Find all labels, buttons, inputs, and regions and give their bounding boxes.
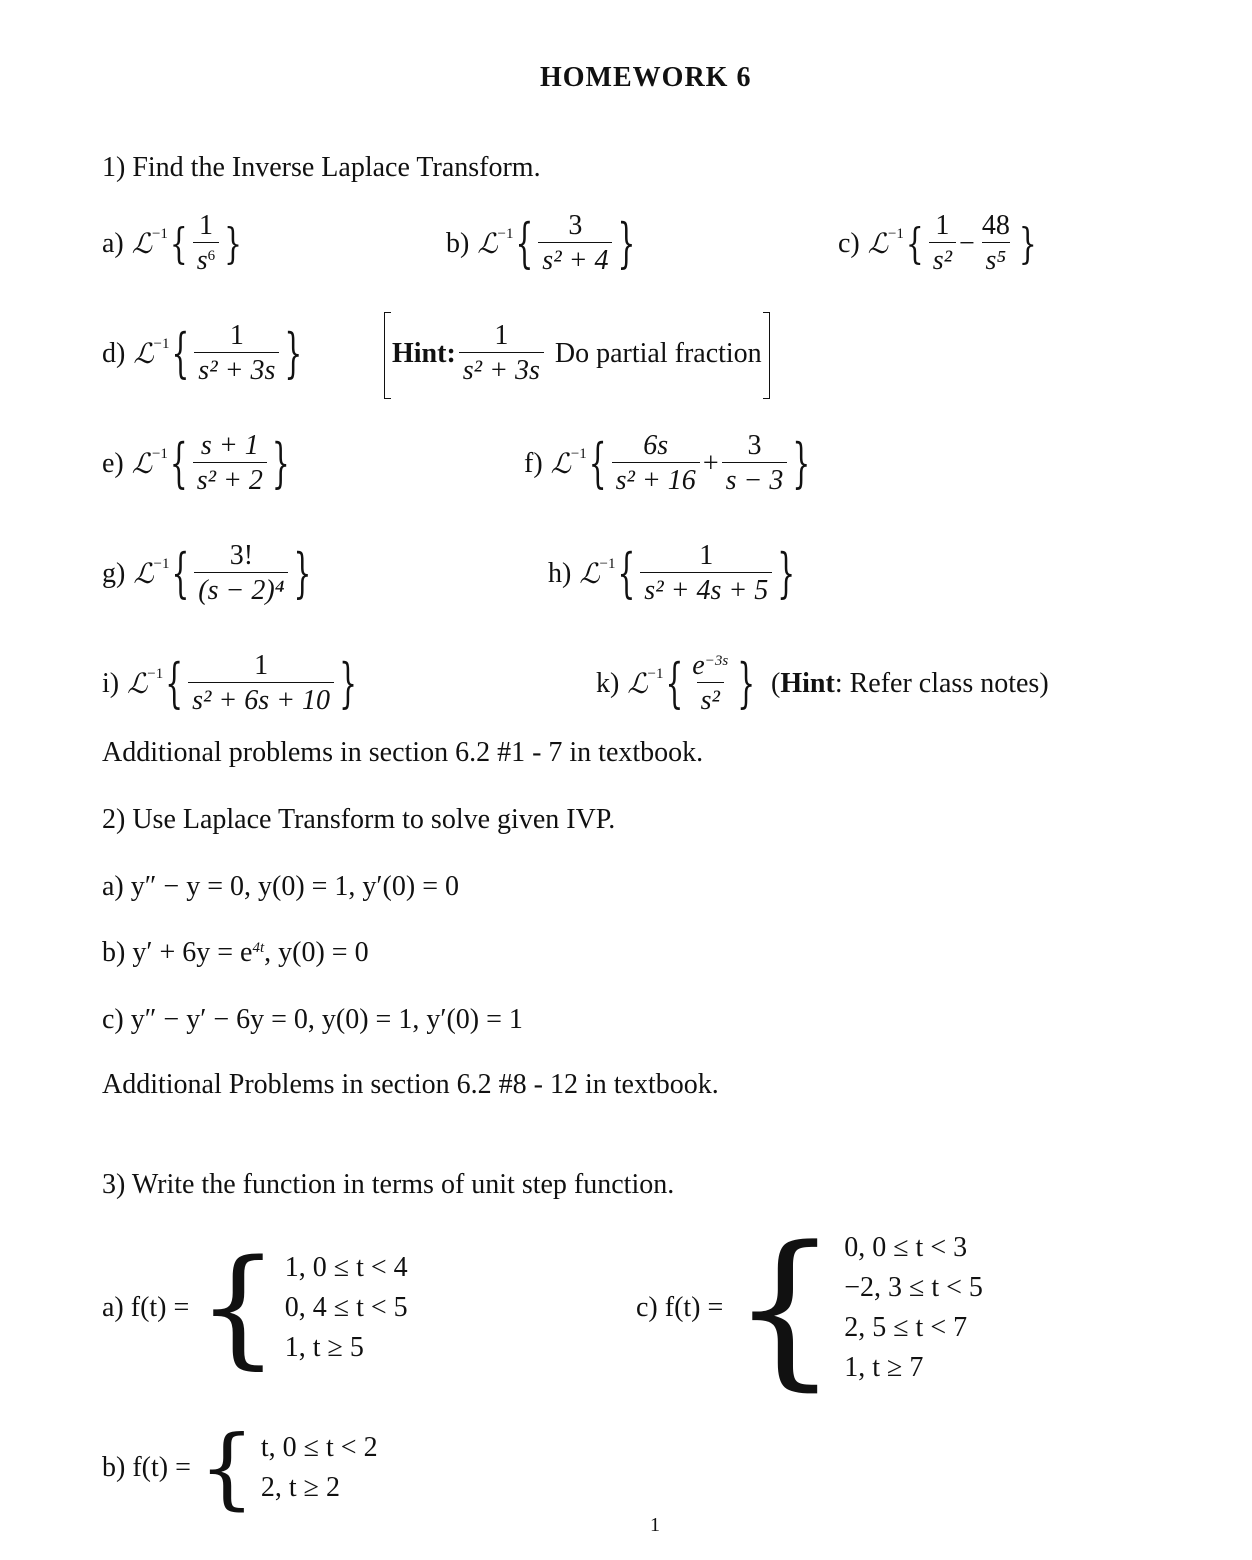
- fraction-1: [612, 432, 700, 495]
- q1-d: [102, 322, 304, 385]
- q3-a-lhs: a) f(t) =: [102, 1292, 190, 1323]
- numerator: 3!: [229, 540, 254, 571]
- denominator: s² + 6s + 10: [188, 682, 334, 715]
- left-brace: {: [617, 542, 636, 605]
- page-number: 1: [650, 1514, 660, 1536]
- inverse-exponent: −1: [153, 336, 170, 352]
- laplace-symbol: ℒ: [627, 667, 648, 700]
- fraction: [538, 212, 612, 275]
- right-brace: }: [293, 542, 312, 605]
- fraction: [193, 212, 219, 275]
- cases-brace: {: [198, 1416, 255, 1519]
- numerator: 48: [981, 210, 1010, 241]
- numerator: 1: [229, 320, 244, 351]
- laplace-symbol: ℒ: [131, 227, 152, 260]
- numerator: 3: [747, 430, 762, 461]
- q2-c: c) y″ − y′ − 6y = 0, y(0) = 1, y′(0) = 1: [102, 1004, 523, 1035]
- den-exponent: 6: [207, 248, 216, 264]
- num-base: e: [692, 650, 705, 681]
- case-row: 0, 0 ≤ t < 3: [844, 1232, 968, 1263]
- denominator: s²: [697, 682, 724, 715]
- fraction-2: [978, 212, 1014, 275]
- laplace-symbol: ℒ: [477, 227, 498, 260]
- laplace-symbol: ℒ: [133, 557, 154, 590]
- numerator: 1: [494, 320, 509, 351]
- fraction: [188, 652, 334, 715]
- hint-box: [388, 322, 766, 385]
- hint-label: Hint:: [392, 337, 456, 369]
- hint-text: Do partial fraction: [554, 337, 762, 369]
- denominator: s² + 3s: [194, 352, 279, 385]
- q2-b-pre: b) y′ + 6y = e: [102, 937, 253, 968]
- q3-heading: 3) Write the function in terms of unit step function.: [102, 1169, 675, 1200]
- q1-c: [838, 212, 1039, 275]
- hint-text: : Refer class notes): [834, 667, 1049, 699]
- numerator: 1: [254, 650, 269, 681]
- numerator: s + 1: [200, 430, 259, 461]
- left-brace: {: [515, 212, 534, 275]
- case-row: 2, t ≥ 2: [260, 1472, 341, 1503]
- q1-h: [548, 542, 797, 605]
- q3-b-lhs: b) f(t) =: [102, 1452, 191, 1483]
- fraction: [193, 432, 267, 495]
- cases-rows: [261, 1428, 378, 1508]
- fraction: [194, 322, 279, 385]
- q2-additional: Additional Problems in section 6.2 #8 - 12 in textbook.: [102, 1069, 719, 1100]
- hint-open: (: [771, 667, 781, 699]
- fraction-2: [722, 432, 788, 495]
- denominator: s² + 4s + 5: [640, 572, 772, 605]
- right-brace: }: [737, 652, 756, 715]
- case-row: 0, 4 ≤ t < 5: [284, 1292, 408, 1323]
- q1-a: [102, 212, 244, 275]
- q1-k-label: k): [596, 667, 620, 699]
- laplace-symbol: ℒ: [127, 667, 148, 700]
- q1-g-label: g): [102, 557, 126, 589]
- q1-b-label: b): [446, 227, 470, 259]
- case-row: 1, t ≥ 7: [844, 1352, 924, 1383]
- right-brace: }: [617, 212, 636, 275]
- q1-k-hint: [771, 668, 1049, 700]
- cases-brace: {: [731, 1210, 839, 1406]
- q3-b: [102, 1416, 378, 1519]
- inverse-exponent: −1: [570, 446, 587, 462]
- left-brace: {: [588, 432, 607, 495]
- case-row: t, 0 ≤ t < 2: [260, 1432, 378, 1463]
- inverse-exponent: −1: [147, 666, 164, 682]
- fraction-1: [929, 212, 956, 275]
- left-brace: {: [171, 542, 190, 605]
- numerator: 3: [568, 210, 583, 241]
- denominator: [193, 242, 219, 275]
- q1-heading: 1) Find the Inverse Laplace Transform.: [102, 152, 541, 183]
- denominator: s² + 3s: [459, 352, 544, 385]
- inverse-exponent: −1: [647, 666, 664, 682]
- q1-k: [596, 652, 1049, 715]
- hint-fraction: [459, 322, 544, 385]
- numerator: 1: [198, 210, 213, 241]
- cases: [198, 1416, 378, 1519]
- q1-e: [102, 432, 292, 495]
- right-brace: }: [339, 652, 357, 715]
- q1-h-label: h): [548, 557, 572, 589]
- q1-f-label: f): [524, 447, 543, 479]
- fraction: [194, 542, 288, 605]
- inverse-exponent: −1: [151, 226, 168, 242]
- inverse-exponent: −1: [599, 556, 616, 572]
- q1-additional: Additional problems in section 6.2 #1 - 7 in textbook.: [102, 737, 704, 768]
- q1-d-hint: [388, 322, 766, 385]
- left-brace: {: [665, 652, 684, 715]
- cases-rows: [285, 1248, 408, 1368]
- denominator: s² + 2: [193, 462, 267, 495]
- q1-i-label: i): [102, 667, 120, 699]
- den-base: s: [196, 245, 208, 276]
- q1-f: [524, 432, 812, 495]
- right-brace: }: [224, 218, 242, 269]
- numerator: [688, 652, 732, 682]
- right-brace: }: [1018, 218, 1037, 269]
- left-brace: {: [905, 218, 924, 269]
- page-title: HOMEWORK 6: [540, 62, 752, 93]
- inverse-exponent: −1: [887, 226, 904, 242]
- denominator: s²: [929, 242, 956, 275]
- numerator: 1: [935, 210, 950, 241]
- q1-a-label: a): [102, 227, 124, 259]
- q3-a: [102, 1233, 408, 1382]
- left-brace: {: [165, 652, 184, 715]
- operator: +: [702, 447, 719, 479]
- denominator: (s − 2)⁴: [194, 572, 288, 605]
- denominator: s⁵: [982, 242, 1011, 275]
- denominator: s² + 4: [538, 242, 612, 275]
- q1-i: [102, 652, 359, 715]
- q1-c-label: c): [838, 227, 860, 259]
- cases: [731, 1210, 983, 1406]
- q3-c-lhs: c) f(t) =: [636, 1292, 724, 1323]
- right-brace: }: [777, 542, 796, 605]
- cases: [197, 1233, 408, 1382]
- case-row: 1, 0 ≤ t < 4: [284, 1252, 408, 1283]
- right-brace: }: [792, 432, 811, 495]
- q1-e-label: e): [102, 447, 124, 479]
- denominator: s² + 16: [612, 462, 700, 495]
- operator: −: [959, 227, 975, 259]
- denominator: s − 3: [722, 462, 788, 495]
- fraction: [688, 652, 732, 715]
- inverse-exponent: −1: [153, 556, 170, 572]
- right-brace: }: [271, 432, 290, 495]
- inverse-exponent: −1: [497, 226, 514, 242]
- q2-b-exponent: 4t: [252, 940, 265, 956]
- q1-g: [102, 542, 313, 605]
- left-brace: {: [169, 218, 188, 269]
- laplace-symbol: ℒ: [867, 227, 888, 260]
- q2-heading: 2) Use Laplace Transform to solve given IVP.: [102, 804, 616, 835]
- cases-brace: {: [197, 1233, 279, 1382]
- left-brace: {: [171, 322, 190, 385]
- laplace-symbol: ℒ: [579, 557, 600, 590]
- laplace-symbol: ℒ: [133, 337, 154, 370]
- hint-label: Hint: [780, 667, 835, 699]
- q1-d-label: d): [102, 337, 126, 369]
- left-brace: {: [169, 432, 188, 495]
- q2-a: a) y″ − y = 0, y(0) = 1, y′(0) = 0: [102, 871, 459, 902]
- cases-rows: [844, 1228, 983, 1388]
- q1-b: [446, 212, 637, 275]
- case-row: 1, t ≥ 5: [284, 1332, 364, 1363]
- right-brace: }: [284, 322, 303, 385]
- fraction: [640, 542, 772, 605]
- num-exponent: −3s: [704, 653, 729, 669]
- laplace-symbol: ℒ: [550, 447, 571, 480]
- inverse-exponent: −1: [151, 446, 168, 462]
- q3-c: [636, 1210, 983, 1406]
- laplace-symbol: ℒ: [131, 447, 152, 480]
- numerator: 1: [699, 540, 714, 571]
- numerator: 6s: [643, 430, 669, 461]
- case-row: −2, 3 ≤ t < 5: [844, 1272, 983, 1303]
- q2-b-post: , y(0) = 0: [264, 937, 369, 968]
- q2-b: [102, 937, 369, 969]
- case-row: 2, 5 ≤ t < 7: [844, 1312, 968, 1343]
